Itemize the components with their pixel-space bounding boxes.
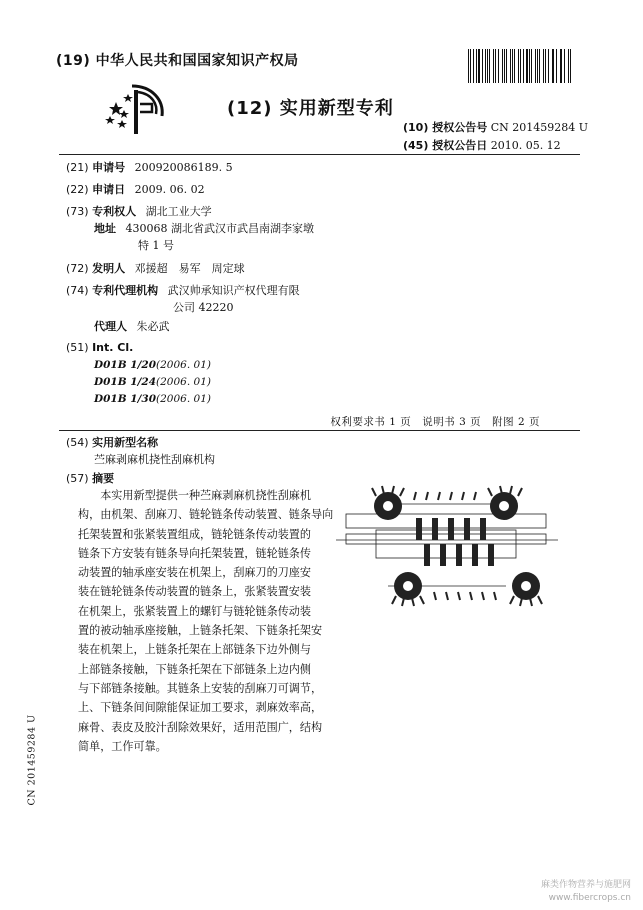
barcode-bar [514,49,515,83]
field-label: 申请日 [92,183,126,196]
sipo-logo-icon [102,82,174,138]
barcode-bar [556,49,557,83]
barcode-bar [512,49,513,83]
abstract-body [78,486,334,756]
field-code: (22) [66,183,89,196]
address-line2 [138,237,174,253]
barcode-bar [489,49,490,83]
class-code: D01B 1/24 [94,376,157,388]
utility-model-title-heading [66,434,164,450]
application-number [66,159,233,175]
class-version: (2006. 01) [156,376,211,388]
pub-no-value: CN 201459284 U [490,121,588,134]
field-label: 地址 [94,222,116,235]
document-type: (12) 实用新型专利 [227,98,394,119]
field-code: (57) [66,472,89,485]
application-date [66,181,205,197]
barcode-bar [473,49,474,83]
barcode-bar [526,49,528,83]
field-value: 430068 湖北省武汉市武昌南湖李家墩 [125,222,314,235]
barcode-bar [495,49,496,83]
pub-date-value: 2010. 05. 12 [490,139,561,152]
barcode-bar [518,49,519,83]
pub-no-label: (10) 授权公告号 [403,121,488,134]
barcode-bar [531,49,532,83]
abstract-line: 装在链轮链条传动装置的链条上，张紧装置安装 [78,585,311,599]
barcode-bar [504,49,505,83]
barcode-bar [535,49,536,83]
class-item [94,376,211,388]
abstract-line: 装在机架上，上链条托架在上部链条下边外侧与 [78,643,311,657]
mechanism-drawing [336,474,558,626]
field-value: 朱必武 [136,320,170,333]
barcode-bar [568,49,569,83]
field-code: (72) [66,262,89,275]
abstract-line: 上部链条接触，下链条托架在下部链条上边内侧 [78,662,311,676]
field-value: 邓援超 易军 周定球 [134,262,245,275]
abstract-line: 在机架上，张紧装置上的螺钉与链轮链条传动装 [78,604,311,618]
agency [66,282,300,298]
class-version: (2006. 01) [156,393,211,405]
barcode-bar [570,49,571,83]
barcode-bar [523,49,524,83]
abstract-line: 与下部链条接触。其链条上安装的刮麻刀可调节， [78,681,323,695]
barcode-bar [520,49,521,83]
field-value: 公司 42220 [173,301,234,314]
barcode-bar [529,49,530,83]
barcode-bar [498,49,500,83]
barcode-bar [553,49,554,83]
abstract-line: 本实用新型提供一种苎麻剥麻机挠性刮麻机 [78,489,311,502]
utility-model-title: 苎麻剥麻机挠性刮麻机构 [94,453,215,466]
barcode-bar [476,49,477,83]
inventors [66,260,245,276]
barcode-bar [470,49,471,83]
abstract-line: 托架装置和张紧装置组成，链轮链条传动装置的 [78,527,311,541]
field-code: (54) [66,436,89,449]
field-label: 专利权人 [92,205,137,218]
barcode-bar [543,49,544,83]
office-name: (19) 中华人民共和国国家知识产权局 [56,53,299,69]
page-count: 权利要求书 1 页 说明书 3 页 附图 2 页 [330,416,540,428]
pub-date-label: (45) 授权公告日 [403,139,488,152]
watermark-title: 麻类作物营养与施肥网 [540,880,631,890]
abstract-line: 麻骨、表皮及胶汁刮除效果好，适用范围广，结构 [78,720,323,734]
field-value: 特 1 号 [138,239,174,252]
class-item [94,393,211,405]
barcode-bar [552,49,553,83]
class-code: D01B 1/30 [94,393,157,405]
class-code: D01B 1/20 [94,359,157,371]
watermark-url: www.fibercrops.cn [548,893,631,903]
barcode [468,49,572,83]
class-item [94,359,211,371]
address [94,220,314,236]
barcode-bar [510,49,511,83]
agent [94,318,170,334]
field-code: (73) [66,205,89,218]
patentee [66,203,212,219]
header-rule [59,154,580,155]
field-label: 专利代理机构 [92,284,159,297]
abstract-line: 链条下方安装有链条导向托架装置，链轮链条传 [78,546,311,560]
field-label: 申请号 [92,161,126,174]
abstract-line: 动装置的轴承座安装在机架上，刮麻刀的刀座安 [78,566,311,580]
field-value: 2009. 06. 02 [134,183,205,196]
agency-line2 [173,299,234,315]
field-label: 代理人 [94,320,127,333]
barcode-bar [545,49,547,83]
field-code: (21) [66,161,89,174]
publication-date [403,137,561,153]
abstract-line: 置的被动轴承座接触，上链条托架、下链条托架安 [78,624,323,638]
field-code: (74) [66,284,89,297]
class-version: (2006. 01) [156,359,211,371]
barcode-bar [506,49,507,83]
field-label: 摘要 [92,472,115,485]
abstract-line: 简单，工作可靠。 [78,739,167,753]
field-code: (51) [66,341,89,354]
barcode-bar [564,49,565,83]
barcode-bar [539,49,540,83]
side-publication-id: CN 201459284 U [26,714,38,806]
field-value: 200920086189. 5 [134,161,233,174]
barcode-bar [487,49,488,83]
abstract-line: 上、下链条间间隙能保证加工要求，剥麻效率高， [78,701,323,715]
section-rule [59,430,580,431]
abstract-line: 构，由机架、刮麻刀、链轮链条传动装置、链条导向 [78,508,334,522]
barcode-bar [537,49,538,83]
barcode-bar [548,49,549,83]
int-cl [66,341,139,354]
barcode-bar [560,49,561,83]
barcode-bar [482,49,483,83]
publication-number [403,119,588,135]
barcode-bar [478,49,480,83]
barcode-bar [485,49,486,83]
field-label: 发明人 [92,262,126,275]
barcode-bar [493,49,494,83]
field-value: 武汉帅承知识产权代理有限 [167,284,300,297]
field-value: 湖北工业大学 [145,205,212,218]
abstract-heading [66,470,120,486]
barcode-bar [468,49,469,83]
field-label: 实用新型名称 [92,436,159,449]
barcode-bar [561,49,562,83]
barcode-bar [502,49,503,83]
field-label: Int. Cl. [92,341,134,354]
